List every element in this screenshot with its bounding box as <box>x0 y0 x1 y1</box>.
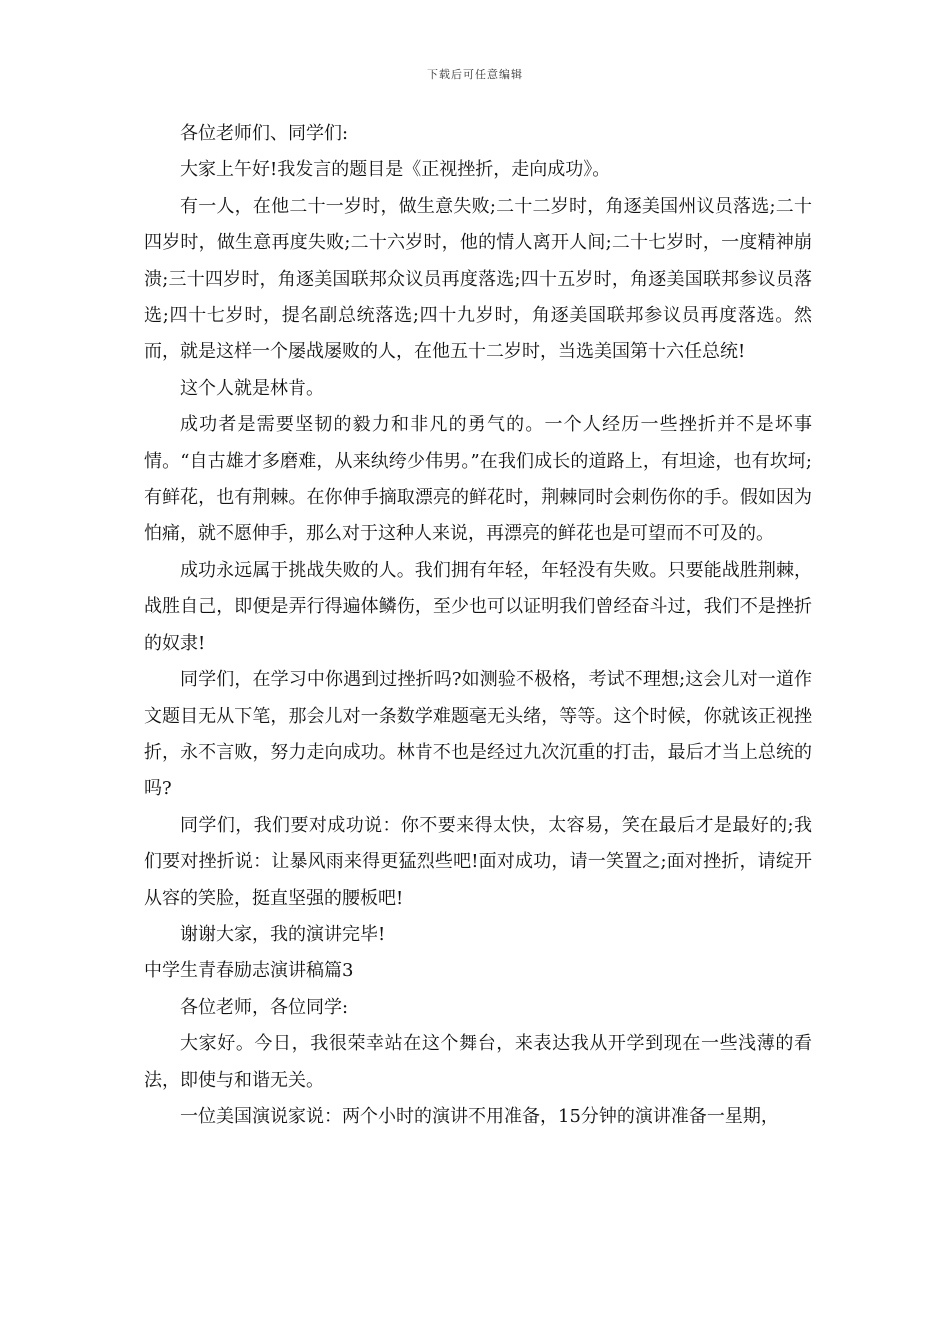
body-paragraph: 这个人就是林肯。 <box>180 377 324 399</box>
closing-line: 谢谢大家，我的演讲完毕! <box>180 923 386 945</box>
section-heading: 中学生青春励志演讲稿篇3 <box>144 960 354 982</box>
body-paragraph: 同学们，在学习中你遇到过挫折吗?如测验不极格，考试不理想;这会儿对一道作文题目无从下笔，那会儿对一条数学难题毫无头绪，等等。这个时候，你就该正视挫折，永不言败，努力走向成功。林肯不也是经过九次沉重的打击，最后才当上总统的吗? <box>144 669 812 800</box>
page-header: 下载后可任意编辑 <box>427 68 523 81</box>
body-paragraph: 同学们，我们要对成功说：你不要来得太快，太容易，笑在最后才是最好的;我们要对挫折说：让暴风雨来得更猛烈些吧!面对成功，请一笑置之;面对挫折，请绽开从容的笑脸，挺直坚强的腰板吧! <box>144 814 812 909</box>
greeting: 各位老师，各位同学: <box>180 996 349 1018</box>
document-body <box>144 116 812 1135</box>
body-paragraph: 大家好。今日，我很荣幸站在这个舞台，来表达我从开学到现在一些浅薄的看法，即使与和谐无关。 <box>144 1033 812 1091</box>
body-paragraph: 成功永远属于挑战失败的人。我们拥有年轻，年轻没有失败。只要能战胜荆棘，战胜自己，即便是弄行得遍体鳞伤，至少也可以证明我们曾经奋斗过，我们不是挫折的奴隶! <box>144 559 812 654</box>
body-paragraph: 有一人，在他二十一岁时，做生意失败;二十二岁时，角逐美国州议员落选;二十四岁时，做生意再度失败;二十六岁时，他的情人离开人间;二十七岁时，一度精神崩溃;三十四岁时，角逐美国联邦众议员再度落选;四十五岁时，角逐美国联邦参议员落选;四十七岁时，提名副总统落选;四十九岁时，角逐美国联邦参议员再度落选。然而，就是这样一个屡战屡败的人，在他五十二岁时，当选美国第十六任总统! <box>144 195 812 363</box>
greeting: 各位老师们、同学们: <box>180 123 349 144</box>
body-paragraph: 一位美国演说家说：两个小时的演讲不用准备，15分钟的演讲准备一星期， <box>180 1105 779 1127</box>
body-paragraph: 成功者是需要坚韧的毅力和非凡的勇气的。一个人经历一些挫折并不是坏事情。“自古雄才多磨难，从来纨绔少伟男。”在我们成长的道路上，有坦途，也有坎坷;有鲜花，也有荆棘。在你伸手摘取漂亮的鲜花时，荆棘同时会刺伤你的手。假如因为怕痛，就不愿伸手，那么对于这种人来说，再漂亮的鲜花也是可望而不可及的。 <box>144 414 812 545</box>
opening-line: 大家上午好!我发言的题目是《正视挫折，走向成功》。 <box>180 159 611 181</box>
